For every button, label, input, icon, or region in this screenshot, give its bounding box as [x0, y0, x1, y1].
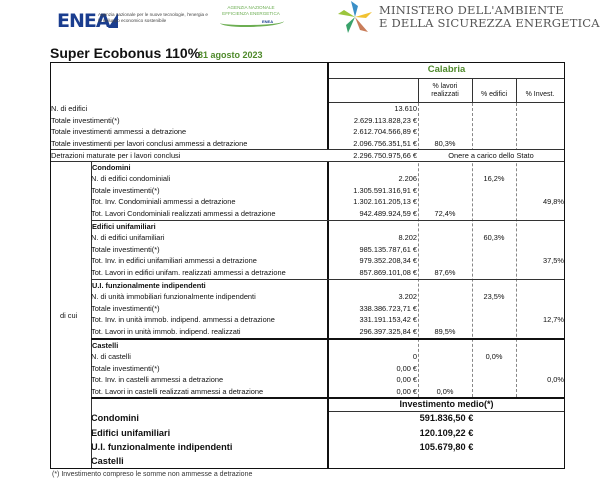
table-row — [51, 363, 564, 375]
table-row — [51, 291, 564, 303]
pct-lavori: 87,6% — [434, 267, 456, 277]
row-label: Totale investimenti(*) — [91, 303, 160, 313]
table-row — [51, 255, 564, 267]
pct-edifici: 60,3% — [483, 233, 505, 242]
ministry-line2: E DELLA SICUREZZA ENERGETICA — [379, 16, 600, 30]
footnote: (*) Investimento compreso le somme non ammesse a detrazione — [52, 471, 253, 478]
table-row — [51, 232, 564, 244]
row-label: Detrazioni maturate per i lavori conclusi — [51, 150, 181, 160]
pct-lavori: 72,4% — [434, 208, 456, 218]
group-title: Castelli — [92, 340, 119, 350]
table-row — [51, 326, 564, 338]
row-label: N. di castelli — [91, 352, 131, 361]
report-date: 31 agosto 2023 — [198, 50, 263, 60]
table-row — [51, 115, 564, 127]
row-label: Totale investimenti(*) — [51, 115, 120, 125]
pct-invest: 37,5% — [543, 256, 564, 265]
detrazioni-row — [51, 150, 564, 162]
row-value: 3.202 — [398, 292, 417, 301]
row-label: Tot. Inv. in castelli ammessi a detrazione — [91, 375, 224, 384]
row-value: 296.397.325,84 € — [359, 326, 417, 336]
row-label: Tot. Inv. in edifici unifamiliari ammessi a detrazione — [91, 256, 257, 265]
row-label: Totale investimenti(*) — [91, 244, 160, 254]
row-value: 857.869.101,08 € — [359, 267, 417, 277]
table-row — [51, 173, 564, 185]
row-label: Tot. Inv. in unità immob. indipend. ammessi a detrazione — [91, 315, 275, 324]
pct-edifici: 23,5% — [483, 292, 505, 301]
table-row — [51, 185, 564, 197]
row-label: Totale investimenti ammessi a detrazione — [51, 127, 187, 136]
page-title: Super Ecobonus 110% — [50, 45, 201, 61]
row-label: Totale investimenti(*) — [91, 363, 160, 373]
col-header-pct-edifici: % edifici — [480, 91, 508, 98]
row-value: 979.352.208,34 € — [359, 256, 417, 265]
ministry-name — [379, 4, 600, 30]
row-label: Tot. Lavori Condominiali realizzati ammessi a detrazione — [91, 208, 276, 218]
group-title: Edifici unifamiliari — [92, 221, 156, 231]
di-cui-label: di cui — [60, 311, 78, 320]
avg-value: 120.109,22 € — [419, 427, 474, 438]
agency-mark: ENEA — [262, 19, 274, 24]
table-row — [51, 267, 564, 279]
row-label: Tot. Lavori in edifici unifam. realizzati ammessi a detrazione — [91, 267, 286, 277]
table-row — [51, 208, 564, 220]
row-label: Totale investimenti per lavori conclusi ammessi a detrazione — [51, 138, 248, 148]
row-label: Totale investimenti(*) — [91, 185, 160, 195]
table-row — [51, 196, 564, 208]
row-label: Tot. Lavori in unità immob. indipend. realizzati — [91, 326, 241, 336]
group-title: Condomini — [92, 162, 131, 172]
table-row — [51, 374, 564, 386]
agency-logo — [215, 5, 287, 16]
row-value: 0,00 € — [396, 386, 417, 396]
row-value: 2.096.756.351,51 € — [353, 138, 417, 148]
pct-lavori: 0,0% — [436, 386, 454, 396]
row-label: N. di edifici condominiali — [91, 174, 171, 183]
table-row — [51, 351, 564, 363]
agency-swoosh-icon — [220, 17, 284, 27]
avg-label: Condomini — [91, 413, 139, 423]
avg-label: U.I. funzionalmente indipendenti — [91, 442, 233, 452]
row-value: 2.629.113.828,23 € — [353, 115, 417, 125]
col-header-pct-lavori: % lavori realizzati — [431, 83, 459, 98]
row-value: 0,00 € — [396, 363, 417, 373]
onere-note: Onere a carico dello Stato — [448, 150, 534, 160]
avg-value: 591.836,50 € — [419, 413, 474, 423]
row-label: Tot. Inv. Condominiali ammessi a detrazione — [91, 197, 236, 206]
avg-label: Edifici unifamiliari — [91, 427, 171, 438]
row-value: 0,00 € — [396, 375, 417, 384]
row-value: 2.612.704.566,89 € — [353, 127, 417, 136]
pct-invest: 12,7% — [543, 315, 564, 324]
row-value: 338.386.723,71 € — [359, 303, 417, 313]
row-value: 2.296.750.975,66 € — [353, 150, 417, 160]
row-label: N. di edifici unifamiliari — [91, 233, 165, 242]
pct-invest: 0,0% — [547, 375, 564, 384]
pct-lavori: 80,3% — [434, 138, 456, 148]
avg-label: Castelli — [91, 456, 124, 466]
avg-investment-header: Investimento medio(*) — [329, 398, 564, 412]
pct-edifici: 16,2% — [483, 174, 505, 183]
ministry-line1: MINISTERO DELL'AMBIENTE — [379, 3, 564, 17]
table-row — [51, 244, 564, 256]
table-row — [51, 103, 564, 115]
enea-subtitle: Agenzia nazionale per le nuove tecnologie, l'energia e lo sviluppo economico sostenibile — [98, 12, 208, 23]
row-value: 1.302.161.205,13 € — [353, 197, 417, 206]
row-value: 13.610 — [394, 104, 417, 113]
table-row — [51, 314, 564, 326]
row-label: Tot. Lavori in castelli realizzati ammessi a detrazione — [91, 386, 264, 396]
enea-logo: ENEA — [57, 10, 118, 32]
ministry-star-icon — [336, 0, 374, 34]
table-row — [51, 386, 564, 398]
row-label: N. di unità immobiliari funzionalmente indipendenti — [91, 292, 256, 301]
table-row — [51, 126, 564, 138]
row-value: 331.191.153,42 € — [359, 315, 417, 324]
agency-line2: EFFICIENZA ENERGETICA — [222, 10, 280, 16]
row-value: 2.206 — [398, 174, 417, 183]
row-value: 1.305.591.316,91 € — [353, 185, 417, 195]
pct-invest: 49,8% — [543, 197, 564, 206]
avg-value: 105.679,80 € — [419, 442, 474, 452]
table-row — [51, 138, 564, 150]
row-value: 8.202 — [398, 233, 417, 242]
col-header-pct-invest: % Invest. — [525, 91, 555, 98]
row-value: 985.135.787,61 € — [359, 244, 417, 254]
row-value: 0 — [412, 352, 417, 361]
region-header: Calabria — [329, 64, 564, 79]
row-label: N. di edifici — [51, 104, 88, 113]
row-value: 942.489.924,59 € — [359, 208, 417, 218]
pct-edifici: 0,0% — [485, 352, 503, 361]
agency-line1: AGENZIA NAZIONALE — [227, 5, 275, 10]
group-title: U.I. funzionalmente indipendenti — [92, 280, 206, 290]
pct-lavori: 89,5% — [434, 326, 456, 336]
table-row — [51, 303, 564, 315]
